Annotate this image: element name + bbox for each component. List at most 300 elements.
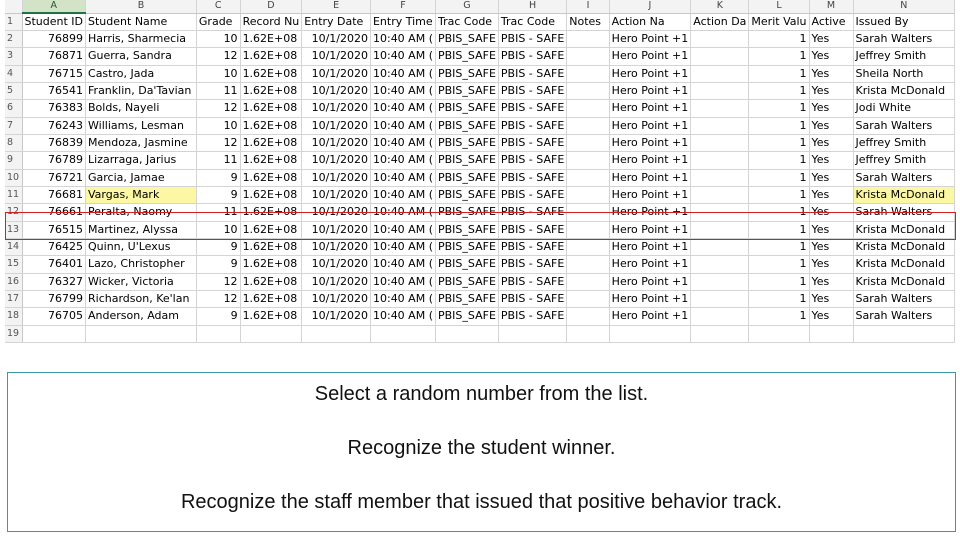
empty-cell[interactable]	[749, 325, 809, 342]
cell-grade[interactable]: 11	[196, 204, 240, 221]
cell-action-date[interactable]	[691, 100, 749, 117]
column-header-b[interactable]: B	[86, 0, 197, 13]
cell-time[interactable]: 10:40 AM (	[370, 100, 435, 117]
cell-action[interactable]: Hero Point +1	[609, 273, 691, 290]
header-cell[interactable]: Issued By	[853, 13, 954, 31]
cell-action-date[interactable]	[691, 221, 749, 238]
cell-issued[interactable]: Jeffrey Smith	[853, 134, 954, 151]
cell-merit[interactable]: 1	[749, 186, 809, 203]
cell-code1[interactable]: PBIS_SAFE	[436, 134, 499, 151]
header-cell[interactable]: Grade	[196, 13, 240, 31]
cell-name[interactable]: Franklin, Da'Tavian	[86, 82, 197, 99]
cell-id[interactable]: 76899	[22, 31, 86, 48]
row-number[interactable]: 16	[5, 273, 22, 290]
cell-notes[interactable]	[567, 238, 609, 255]
cell-name[interactable]: Martinez, Alyssa	[86, 221, 197, 238]
cell-record[interactable]: 1.62E+08	[240, 186, 302, 203]
cell-time[interactable]: 10:40 AM (	[370, 134, 435, 151]
cell-code1[interactable]: PBIS_SAFE	[436, 169, 499, 186]
cell-notes[interactable]	[567, 290, 609, 307]
cell-action-date[interactable]	[691, 308, 749, 325]
column-header-f[interactable]: F	[370, 0, 435, 13]
cell-date[interactable]: 10/1/2020	[302, 65, 371, 82]
cell-notes[interactable]	[567, 82, 609, 99]
cell-name[interactable]: Quinn, U'Lexus	[86, 238, 197, 255]
cell-id[interactable]: 76541	[22, 82, 86, 99]
cell-time[interactable]: 10:40 AM (	[370, 169, 435, 186]
cell-date[interactable]: 10/1/2020	[302, 186, 371, 203]
cell-code2[interactable]: PBIS - SAFE	[498, 238, 566, 255]
cell-active[interactable]: Yes	[809, 117, 853, 134]
cell-record[interactable]: 1.62E+08	[240, 117, 302, 134]
cell-time[interactable]: 10:40 AM (	[370, 82, 435, 99]
cell-active[interactable]: Yes	[809, 169, 853, 186]
cell-action[interactable]: Hero Point +1	[609, 290, 691, 307]
header-cell[interactable]: Notes	[567, 13, 609, 31]
cell-notes[interactable]	[567, 186, 609, 203]
cell-time[interactable]: 10:40 AM (	[370, 186, 435, 203]
cell-name[interactable]: Guerra, Sandra	[86, 48, 197, 65]
empty-cell[interactable]	[302, 325, 371, 342]
cell-record[interactable]: 1.62E+08	[240, 31, 302, 48]
cell-action-date[interactable]	[691, 82, 749, 99]
row-number[interactable]: 1	[5, 13, 22, 31]
column-header-a[interactable]: A	[22, 0, 86, 13]
cell-id[interactable]: 76327	[22, 273, 86, 290]
cell-grade[interactable]: 9	[196, 256, 240, 273]
cell-code1[interactable]: PBIS_SAFE	[436, 152, 499, 169]
cell-date[interactable]: 10/1/2020	[302, 290, 371, 307]
cell-action[interactable]: Hero Point +1	[609, 221, 691, 238]
cell-code2[interactable]: PBIS - SAFE	[498, 290, 566, 307]
cell-code1[interactable]: PBIS_SAFE	[436, 238, 499, 255]
cell-issued[interactable]: Sarah Walters	[853, 31, 954, 48]
row-number[interactable]: 15	[5, 256, 22, 273]
row-number[interactable]: 9	[5, 152, 22, 169]
cell-action[interactable]: Hero Point +1	[609, 134, 691, 151]
cell-record[interactable]: 1.62E+08	[240, 238, 302, 255]
cell-date[interactable]: 10/1/2020	[302, 134, 371, 151]
cell-date[interactable]: 10/1/2020	[302, 48, 371, 65]
cell-issued[interactable]: Jeffrey Smith	[853, 152, 954, 169]
cell-action[interactable]: Hero Point +1	[609, 169, 691, 186]
row-number[interactable]: 7	[5, 117, 22, 134]
cell-id[interactable]: 76871	[22, 48, 86, 65]
cell-record[interactable]: 1.62E+08	[240, 221, 302, 238]
cell-active[interactable]: Yes	[809, 134, 853, 151]
cell-name[interactable]: Bolds, Nayeli	[86, 100, 197, 117]
cell-code2[interactable]: PBIS - SAFE	[498, 186, 566, 203]
cell-merit[interactable]: 1	[749, 290, 809, 307]
cell-time[interactable]: 10:40 AM (	[370, 308, 435, 325]
cell-record[interactable]: 1.62E+08	[240, 48, 302, 65]
cell-active[interactable]: Yes	[809, 82, 853, 99]
empty-cell[interactable]	[436, 325, 499, 342]
cell-code1[interactable]: PBIS_SAFE	[436, 31, 499, 48]
cell-merit[interactable]: 1	[749, 82, 809, 99]
cell-name[interactable]: Richardson, Ke'lan	[86, 290, 197, 307]
cell-time[interactable]: 10:40 AM (	[370, 117, 435, 134]
cell-date[interactable]: 10/1/2020	[302, 238, 371, 255]
column-header-e[interactable]: E	[302, 0, 371, 13]
cell-id[interactable]: 76705	[22, 308, 86, 325]
cell-grade[interactable]: 10	[196, 117, 240, 134]
cell-notes[interactable]	[567, 48, 609, 65]
header-cell[interactable]: Record Nu	[240, 13, 302, 31]
cell-code2[interactable]: PBIS - SAFE	[498, 256, 566, 273]
column-header-g[interactable]: G	[436, 0, 499, 13]
cell-record[interactable]: 1.62E+08	[240, 256, 302, 273]
cell-id[interactable]: 76425	[22, 238, 86, 255]
cell-date[interactable]: 10/1/2020	[302, 256, 371, 273]
cell-name[interactable]: Vargas, Mark	[86, 186, 197, 203]
cell-notes[interactable]	[567, 65, 609, 82]
empty-cell[interactable]	[609, 325, 691, 342]
cell-action[interactable]: Hero Point +1	[609, 117, 691, 134]
cell-code2[interactable]: PBIS - SAFE	[498, 48, 566, 65]
cell-action[interactable]: Hero Point +1	[609, 256, 691, 273]
cell-date[interactable]: 10/1/2020	[302, 221, 371, 238]
cell-id[interactable]: 76515	[22, 221, 86, 238]
cell-id[interactable]: 76789	[22, 152, 86, 169]
cell-active[interactable]: Yes	[809, 152, 853, 169]
cell-code1[interactable]: PBIS_SAFE	[436, 82, 499, 99]
cell-notes[interactable]	[567, 204, 609, 221]
cell-notes[interactable]	[567, 117, 609, 134]
cell-record[interactable]: 1.62E+08	[240, 204, 302, 221]
row-number[interactable]: 5	[5, 82, 22, 99]
cell-action-date[interactable]	[691, 238, 749, 255]
cell-id[interactable]: 76401	[22, 256, 86, 273]
cell-code2[interactable]: PBIS - SAFE	[498, 65, 566, 82]
header-cell[interactable]: Action Na	[609, 13, 691, 31]
empty-cell[interactable]	[809, 325, 853, 342]
cell-merit[interactable]: 1	[749, 65, 809, 82]
header-cell[interactable]: Entry Time	[370, 13, 435, 31]
column-header-j[interactable]: J	[609, 0, 691, 13]
cell-grade[interactable]: 10	[196, 221, 240, 238]
cell-merit[interactable]: 1	[749, 48, 809, 65]
cell-grade[interactable]: 12	[196, 134, 240, 151]
cell-active[interactable]: Yes	[809, 100, 853, 117]
cell-name[interactable]: Castro, Jada	[86, 65, 197, 82]
cell-id[interactable]: 76681	[22, 186, 86, 203]
cell-active[interactable]: Yes	[809, 186, 853, 203]
column-header-m[interactable]: M	[809, 0, 853, 13]
cell-name[interactable]: Garcia, Jamae	[86, 169, 197, 186]
cell-active[interactable]: Yes	[809, 256, 853, 273]
cell-name[interactable]: Lazo, Christopher	[86, 256, 197, 273]
empty-cell[interactable]	[691, 325, 749, 342]
column-header-h[interactable]: H	[498, 0, 566, 13]
cell-code2[interactable]: PBIS - SAFE	[498, 152, 566, 169]
header-cell[interactable]: Merit Valu	[749, 13, 809, 31]
row-number[interactable]: 14	[5, 238, 22, 255]
cell-date[interactable]: 10/1/2020	[302, 100, 371, 117]
cell-name[interactable]: Wicker, Victoria	[86, 273, 197, 290]
cell-record[interactable]: 1.62E+08	[240, 65, 302, 82]
cell-id[interactable]: 76721	[22, 169, 86, 186]
cell-issued[interactable]: Krista McDonald	[853, 238, 954, 255]
cell-code2[interactable]: PBIS - SAFE	[498, 221, 566, 238]
cell-action-date[interactable]	[691, 152, 749, 169]
cell-issued[interactable]: Jeffrey Smith	[853, 48, 954, 65]
cell-issued[interactable]: Krista McDonald	[853, 273, 954, 290]
empty-cell[interactable]	[240, 325, 302, 342]
cell-grade[interactable]: 9	[196, 169, 240, 186]
cell-name[interactable]: Harris, Sharmecia	[86, 31, 197, 48]
cell-action-date[interactable]	[691, 290, 749, 307]
cell-action[interactable]: Hero Point +1	[609, 48, 691, 65]
row-number[interactable]: 10	[5, 169, 22, 186]
cell-name[interactable]: Lizarraga, Jarius	[86, 152, 197, 169]
cell-date[interactable]: 10/1/2020	[302, 308, 371, 325]
row-number[interactable]: 4	[5, 65, 22, 82]
cell-active[interactable]: Yes	[809, 48, 853, 65]
cell-active[interactable]: Yes	[809, 238, 853, 255]
cell-id[interactable]: 76383	[22, 100, 86, 117]
cell-action[interactable]: Hero Point +1	[609, 204, 691, 221]
cell-action-date[interactable]	[691, 31, 749, 48]
cell-date[interactable]: 10/1/2020	[302, 117, 371, 134]
cell-code1[interactable]: PBIS_SAFE	[436, 308, 499, 325]
cell-time[interactable]: 10:40 AM (	[370, 48, 435, 65]
row-number[interactable]: 11	[5, 186, 22, 203]
empty-cell[interactable]	[567, 325, 609, 342]
cell-code1[interactable]: PBIS_SAFE	[436, 117, 499, 134]
cell-grade[interactable]: 12	[196, 290, 240, 307]
cell-time[interactable]: 10:40 AM (	[370, 31, 435, 48]
header-cell[interactable]: Action Da	[691, 13, 749, 31]
header-cell[interactable]: Active	[809, 13, 853, 31]
cell-action[interactable]: Hero Point +1	[609, 82, 691, 99]
cell-code2[interactable]: PBIS - SAFE	[498, 31, 566, 48]
row-number[interactable]: 2	[5, 31, 22, 48]
cell-grade[interactable]: 9	[196, 238, 240, 255]
row-number[interactable]: 13	[5, 221, 22, 238]
cell-code2[interactable]: PBIS - SAFE	[498, 169, 566, 186]
cell-notes[interactable]	[567, 31, 609, 48]
column-header-c[interactable]: C	[196, 0, 240, 13]
cell-action-date[interactable]	[691, 48, 749, 65]
cell-action[interactable]: Hero Point +1	[609, 100, 691, 117]
cell-name[interactable]: Peralta, Naomy	[86, 204, 197, 221]
cell-date[interactable]: 10/1/2020	[302, 152, 371, 169]
cell-name[interactable]: Williams, Lesman	[86, 117, 197, 134]
cell-code2[interactable]: PBIS - SAFE	[498, 204, 566, 221]
header-cell[interactable]: Entry Date	[302, 13, 371, 31]
cell-grade[interactable]: 10	[196, 31, 240, 48]
cell-id[interactable]: 76661	[22, 204, 86, 221]
cell-grade[interactable]: 12	[196, 48, 240, 65]
cell-id[interactable]: 76715	[22, 65, 86, 82]
cell-action-date[interactable]	[691, 169, 749, 186]
cell-merit[interactable]: 1	[749, 256, 809, 273]
header-cell[interactable]: Student ID	[22, 13, 86, 31]
row-number[interactable]: 12	[5, 204, 22, 221]
cell-time[interactable]: 10:40 AM (	[370, 152, 435, 169]
cell-code1[interactable]: PBIS_SAFE	[436, 48, 499, 65]
cell-id[interactable]: 76243	[22, 117, 86, 134]
cell-record[interactable]: 1.62E+08	[240, 100, 302, 117]
cell-merit[interactable]: 1	[749, 117, 809, 134]
cell-merit[interactable]: 1	[749, 134, 809, 151]
cell-code2[interactable]: PBIS - SAFE	[498, 273, 566, 290]
row-number[interactable]: 17	[5, 290, 22, 307]
cell-merit[interactable]: 1	[749, 273, 809, 290]
cell-action[interactable]: Hero Point +1	[609, 238, 691, 255]
cell-time[interactable]: 10:40 AM (	[370, 221, 435, 238]
cell-action[interactable]: Hero Point +1	[609, 31, 691, 48]
cell-record[interactable]: 1.62E+08	[240, 82, 302, 99]
cell-record[interactable]: 1.62E+08	[240, 134, 302, 151]
row-number[interactable]: 3	[5, 48, 22, 65]
cell-notes[interactable]	[567, 308, 609, 325]
column-header-k[interactable]: K	[691, 0, 749, 13]
cell-active[interactable]: Yes	[809, 273, 853, 290]
cell-grade[interactable]: 11	[196, 152, 240, 169]
cell-grade[interactable]: 9	[196, 308, 240, 325]
cell-merit[interactable]: 1	[749, 100, 809, 117]
cell-grade[interactable]: 12	[196, 100, 240, 117]
cell-date[interactable]: 10/1/2020	[302, 31, 371, 48]
cell-notes[interactable]	[567, 169, 609, 186]
cell-grade[interactable]: 12	[196, 273, 240, 290]
cell-active[interactable]: Yes	[809, 65, 853, 82]
cell-issued[interactable]: Sarah Walters	[853, 308, 954, 325]
cell-time[interactable]: 10:40 AM (	[370, 65, 435, 82]
cell-notes[interactable]	[567, 134, 609, 151]
cell-code1[interactable]: PBIS_SAFE	[436, 221, 499, 238]
cell-record[interactable]: 1.62E+08	[240, 169, 302, 186]
cell-notes[interactable]	[567, 100, 609, 117]
cell-issued[interactable]: Sheila North	[853, 65, 954, 82]
cell-name[interactable]: Mendoza, Jasmine	[86, 134, 197, 151]
empty-cell[interactable]	[22, 325, 86, 342]
cell-code2[interactable]: PBIS - SAFE	[498, 134, 566, 151]
cell-issued[interactable]: Sarah Walters	[853, 117, 954, 134]
cell-merit[interactable]: 1	[749, 31, 809, 48]
cell-action[interactable]: Hero Point +1	[609, 308, 691, 325]
cell-record[interactable]: 1.62E+08	[240, 273, 302, 290]
cell-grade[interactable]: 9	[196, 186, 240, 203]
row-number[interactable]: 8	[5, 134, 22, 151]
cell-issued[interactable]: Krista McDonald	[853, 186, 954, 203]
cell-date[interactable]: 10/1/2020	[302, 273, 371, 290]
cell-active[interactable]: Yes	[809, 221, 853, 238]
column-header-n[interactable]: N	[853, 0, 954, 13]
cell-active[interactable]: Yes	[809, 290, 853, 307]
empty-cell[interactable]	[498, 325, 566, 342]
cell-issued[interactable]: Sarah Walters	[853, 204, 954, 221]
cell-issued[interactable]: Krista McDonald	[853, 221, 954, 238]
cell-action-date[interactable]	[691, 186, 749, 203]
cell-code2[interactable]: PBIS - SAFE	[498, 308, 566, 325]
cell-code1[interactable]: PBIS_SAFE	[436, 273, 499, 290]
header-cell[interactable]: Trac Code	[436, 13, 499, 31]
cell-grade[interactable]: 10	[196, 65, 240, 82]
cell-issued[interactable]: Sarah Walters	[853, 290, 954, 307]
cell-active[interactable]: Yes	[809, 308, 853, 325]
row-number[interactable]: 6	[5, 100, 22, 117]
cell-code2[interactable]: PBIS - SAFE	[498, 82, 566, 99]
cell-action-date[interactable]	[691, 134, 749, 151]
cell-issued[interactable]: Jodi White	[853, 100, 954, 117]
row-number[interactable]: 19	[5, 325, 22, 342]
cell-action[interactable]: Hero Point +1	[609, 65, 691, 82]
cell-issued[interactable]: Sarah Walters	[853, 169, 954, 186]
cell-merit[interactable]: 1	[749, 152, 809, 169]
cell-code1[interactable]: PBIS_SAFE	[436, 290, 499, 307]
empty-cell[interactable]	[853, 325, 954, 342]
cell-issued[interactable]: Krista McDonald	[853, 82, 954, 99]
select-all-corner[interactable]	[5, 0, 22, 13]
cell-merit[interactable]: 1	[749, 221, 809, 238]
column-header-l[interactable]: L	[749, 0, 809, 13]
cell-action[interactable]: Hero Point +1	[609, 186, 691, 203]
cell-action-date[interactable]	[691, 117, 749, 134]
cell-code1[interactable]: PBIS_SAFE	[436, 256, 499, 273]
cell-action-date[interactable]	[691, 65, 749, 82]
column-header-i[interactable]: I	[567, 0, 609, 13]
cell-merit[interactable]: 1	[749, 204, 809, 221]
empty-cell[interactable]	[370, 325, 435, 342]
cell-active[interactable]: Yes	[809, 204, 853, 221]
cell-time[interactable]: 10:40 AM (	[370, 238, 435, 255]
cell-grade[interactable]: 11	[196, 82, 240, 99]
cell-time[interactable]: 10:40 AM (	[370, 273, 435, 290]
cell-code1[interactable]: PBIS_SAFE	[436, 65, 499, 82]
cell-date[interactable]: 10/1/2020	[302, 82, 371, 99]
cell-code2[interactable]: PBIS - SAFE	[498, 100, 566, 117]
empty-cell[interactable]	[86, 325, 197, 342]
cell-merit[interactable]: 1	[749, 308, 809, 325]
cell-code1[interactable]: PBIS_SAFE	[436, 204, 499, 221]
row-number[interactable]: 18	[5, 308, 22, 325]
cell-id[interactable]: 76799	[22, 290, 86, 307]
cell-action-date[interactable]	[691, 273, 749, 290]
cell-record[interactable]: 1.62E+08	[240, 290, 302, 307]
cell-notes[interactable]	[567, 221, 609, 238]
cell-code2[interactable]: PBIS - SAFE	[498, 117, 566, 134]
cell-issued[interactable]: Krista McDonald	[853, 256, 954, 273]
header-cell[interactable]: Student Name	[86, 13, 197, 31]
cell-merit[interactable]: 1	[749, 169, 809, 186]
column-header-d[interactable]: D	[240, 0, 302, 13]
cell-time[interactable]: 10:40 AM (	[370, 290, 435, 307]
cell-name[interactable]: Anderson, Adam	[86, 308, 197, 325]
cell-action[interactable]: Hero Point +1	[609, 152, 691, 169]
cell-record[interactable]: 1.62E+08	[240, 152, 302, 169]
cell-time[interactable]: 10:40 AM (	[370, 204, 435, 221]
cell-active[interactable]: Yes	[809, 31, 853, 48]
cell-action-date[interactable]	[691, 204, 749, 221]
cell-record[interactable]: 1.62E+08	[240, 308, 302, 325]
cell-notes[interactable]	[567, 152, 609, 169]
cell-code1[interactable]: PBIS_SAFE	[436, 186, 499, 203]
cell-date[interactable]: 10/1/2020	[302, 169, 371, 186]
empty-cell[interactable]	[196, 325, 240, 342]
cell-id[interactable]: 76839	[22, 134, 86, 151]
cell-code1[interactable]: PBIS_SAFE	[436, 100, 499, 117]
cell-action-date[interactable]	[691, 256, 749, 273]
cell-date[interactable]: 10/1/2020	[302, 204, 371, 221]
cell-notes[interactable]	[567, 256, 609, 273]
header-cell[interactable]: Trac Code	[498, 13, 566, 31]
cell-merit[interactable]: 1	[749, 238, 809, 255]
cell-time[interactable]: 10:40 AM (	[370, 256, 435, 273]
cell-notes[interactable]	[567, 273, 609, 290]
